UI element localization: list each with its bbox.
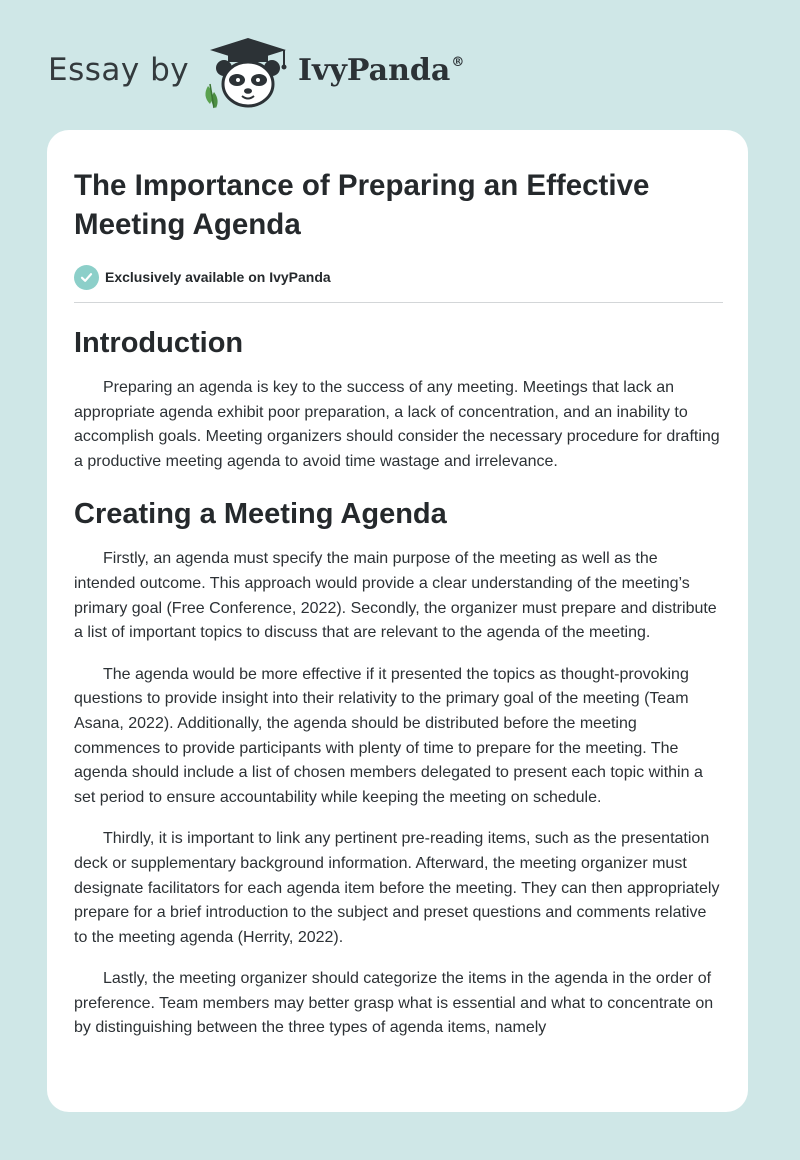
exclusive-badge	[74, 264, 723, 290]
check-circle-icon	[74, 265, 99, 290]
brand-text: IvyPanda	[298, 53, 451, 88]
paragraph: Preparing an agenda is key to the success of any meeting. Meetings that lack an appropriate agenda exhibit poor preparation, a lack of concentration, and an inability to accomplish goals. Meeting organizers should consider the necessary procedure for drafting a productive meeting agenda to avoid time wastage and irrelevance.	[74, 379, 720, 470]
section-heading-creating-agenda: Creating a Meeting Agenda	[74, 498, 447, 531]
paragraph: The agenda would be more effective if it presented the topics as thought-provoking questions to provide insight into their relativity to the primary goal of the meeting (Team Asana, 2022). Additionally, the agenda should be distributed before the meeting commences to provide participants with plenty of time to prepare for the meeting. The agenda should include a list of chosen members delegated to present each topic within a set period to ensure accountability while keeping the meeting on schedule.	[74, 665, 703, 806]
section-heading-introduction: Introduction	[74, 327, 244, 359]
essay-card	[47, 130, 748, 1112]
badge-label: Exclusively available on IvyPanda	[105, 269, 331, 285]
paragraph: Lastly, the meeting organizer should categorize the items in the agenda in the order of preference. Team members may better grasp what is essential and what to concentrate on by distinguishing between the three types of agenda items, namely	[74, 970, 714, 1037]
essay-content	[74, 166, 723, 1041]
essay-by-label: Essay by	[48, 52, 190, 88]
brand-name[interactable]	[298, 53, 464, 88]
title-divider	[74, 302, 723, 303]
site-header	[0, 0, 800, 130]
panda-graduate-icon[interactable]	[200, 36, 292, 110]
paragraph: Firstly, an agenda must specify the main purpose of the meeting as well as the intended outcome. This approach would provide a clear understanding of the meeting’s primary goal (Free Conference, 2022). Secondly, the organizer must prepare and distribute a list of important topics to discuss that are relevant to the agenda of the meeting.	[74, 550, 717, 642]
paragraph: Thirdly, it is important to link any pertinent pre-reading items, such as the presentation deck or supplementary background information. Afterward, the meeting organizer must designate facilitators for each agenda item before the meeting. They can then appropriately prepare for a brief introduction to the subject and preset questions and comments relative to the meeting agenda (Herrity, 2022).	[74, 830, 720, 946]
page-title: The Importance of Preparing an Effective Meeting Agenda	[74, 169, 650, 241]
registered-mark: ®	[451, 55, 465, 70]
